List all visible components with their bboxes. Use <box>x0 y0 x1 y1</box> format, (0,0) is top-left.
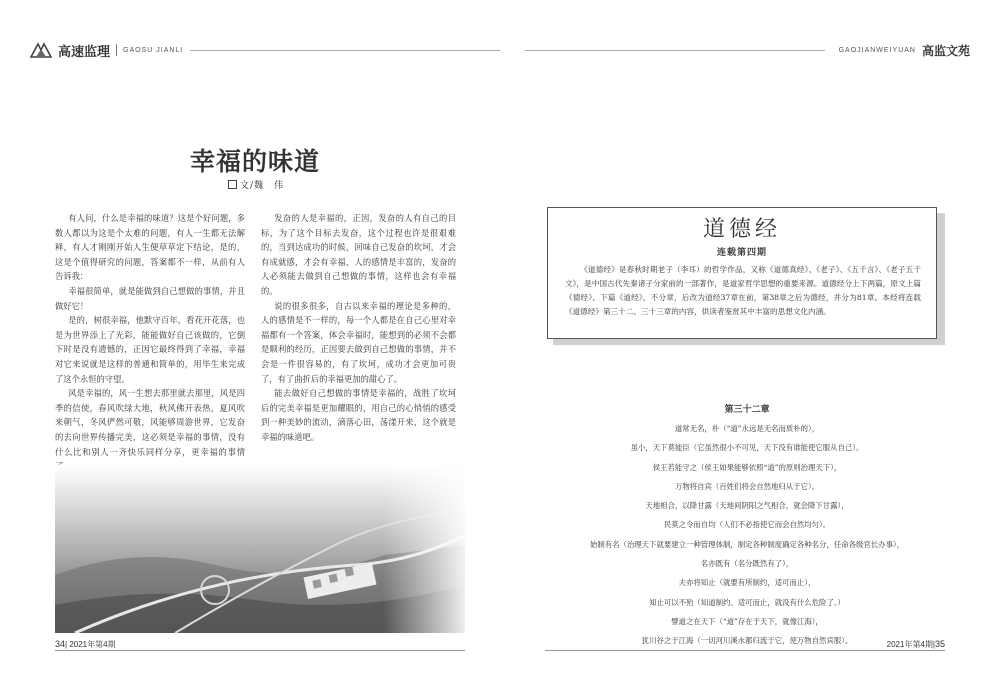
verse-line: 侯王若能守之（侯王如果能够依照“道”的原则治理天下）， <box>652 462 842 472</box>
intro-paragraph-block <box>565 263 921 319</box>
chapter-title: 第三十二章 <box>724 405 770 415</box>
paragraph: 有人问，什么是幸福的味道？这是个好问题，多数人都以为这是个太难的问题，有人一生都无法解释，有人才刚刚开始人生便草草定下结论，是的，这是个值得研究的问题，答案都不一样，从前有人告诉我： <box>55 213 245 282</box>
verse-line: 夫亦将知止（就要有所制约，适可而止）， <box>678 578 816 588</box>
header-rule-right <box>525 50 825 51</box>
footer-rule-left <box>55 650 465 651</box>
verse-line: 民莫之令而自均（人们不必指使它而会自然均匀）。 <box>663 520 831 530</box>
verse-line: 始制有名（治理天下就要建立一种管理体制，制定各种制度确定各种名分，任命各级官长办事）， <box>589 539 905 549</box>
left-header <box>30 40 183 60</box>
magazine-name: 高速监理 <box>58 44 111 60</box>
article-column-2 <box>261 211 456 445</box>
verse-line: 虽小，天下莫能臣（它虽然很小不可见，天下没有谁能使它服从自己）。 <box>630 443 864 453</box>
verse-line: 天地相合，以降甘露（天地间阴阳之气相合，就会降下甘露）， <box>645 501 849 511</box>
paragraph: 是的，树很幸福，他默守百年，看花开花落，也是为世界添上了光彩，能能做好自己该做的，它倒下时是没有遗憾的，正因它最终得到了幸福，幸福对它来说就是这样的普通和简单的，用毕生来完成了这个永恒的守望。 <box>55 315 245 384</box>
right-header <box>839 40 970 60</box>
verse-line: 名亦既有（名分既然有了）， <box>700 559 794 569</box>
page-number-left: 34 <box>55 639 66 649</box>
serial-title: 道德经 <box>702 217 781 242</box>
footer-left: 34| 2021年第4期 <box>55 639 116 649</box>
verse-line: 犹川谷之于江海（一切河川溪水都归流于它，使万物自然宾服）。 <box>641 636 853 646</box>
article-column-1 <box>55 211 245 474</box>
article-author <box>228 178 284 191</box>
intro-paragraph: 《道德经》是春秋时期老子（李耳）的哲学作品，又称《道德真经》、《老子》、《五千言》、《老子五千文》，是中国古代先秦诸子分家前的一部著作，是道家哲学思想的重要来源。道德经分上下两篇，原文上篇《德经》、下篇《道经》，不分章，后改为道经37章在前，第38章之后为德经，并分为81章。本经将连载《道德经》第三十二、三十三章的内容，供读者鉴赏其中丰富的思想文化内涵。 <box>565 265 921 316</box>
author-text: 文/魏 伟 <box>240 181 285 191</box>
page-number-right: 35 <box>934 639 945 649</box>
paragraph: 能去做好自己想做的事情是幸福的，战胜了坎坷后的完美幸福是更加耀眼的，用自己的心悄悄的感受到一种美妙的流动，滴落心田，荡漾开来，这个就是幸福的味道吧。 <box>261 388 456 442</box>
section-name: 高监文苑 <box>921 43 970 58</box>
chapter-verses <box>545 419 949 651</box>
verse-line: 万物将自宾（百姓们将会自然地归从于它）。 <box>674 481 820 491</box>
verse-line: 譬道之在天下（“道”存在于天下，就像江海）， <box>671 616 823 626</box>
paragraph: 说的很多很多，自古以来幸福的理论是多种的，人的感情是不一样的，每一个人都是在自己心里对幸福都有一个答案，体会幸福时，能想到的必须不会都是顺利的经历，正因要去做到自己想做的事情，并不会是一件很容易的，有了坎坷，成功才会更加可贵了，有了曲折后的幸福更加的甜心了。 <box>261 300 456 384</box>
paragraph: 风是幸福的，风一生想去那里就去那里，风是四季的信使，春风吹绿大地，秋风佛开表热，夏风吹来朝气，冬风俨然可敬，风能够周游世界，它发奋的去向世界传播完美，这必须是幸福的事情，没有什么比和别人一齐快乐同样分享，更幸福的事情 <box>55 388 245 457</box>
header-rule-left <box>190 50 500 51</box>
footer-rule-right <box>545 650 945 651</box>
magazine-name-pinyin: GAOSU JIANLI <box>123 46 184 54</box>
section-name-pinyin: GAOJIANWEIYUAN <box>838 46 916 54</box>
footer-right: 2021年第4期|35 <box>886 639 945 649</box>
issue-right: 2021年第4期 <box>886 640 933 649</box>
header-divider <box>116 44 117 56</box>
verse-line: 道常无名，朴（“道”永远是无名而质朴的）， <box>674 424 820 433</box>
paragraph: 发奋的人是幸福的，正因，发奋的人有自己的目标，为了这个目标去发奋，这个过程也许是很艰难的，当到达成功的时候，回味自己发奋的坎坷，才会有成就感，才会有幸福，人的感情是丰富的，发奋的人必须能去做到自己想做的事情，这样也会有幸福的。 <box>261 213 456 296</box>
author-box-icon <box>228 180 237 189</box>
paragraph: 幸福很简单，就是能做到自己想做的事情，并且做好它！ <box>55 285 245 311</box>
serial-subtitle: 连载第四期 <box>716 248 767 258</box>
verse-line: 知止可以不殆（知道制约、适可而止，就没有什么危险了。） <box>649 597 845 607</box>
magazine-logo-icon <box>30 41 52 59</box>
aerial-highway-photo <box>55 465 465 633</box>
article-title: 幸福的味道 <box>190 147 321 176</box>
issue-left: 2021年第4期 <box>69 640 116 649</box>
